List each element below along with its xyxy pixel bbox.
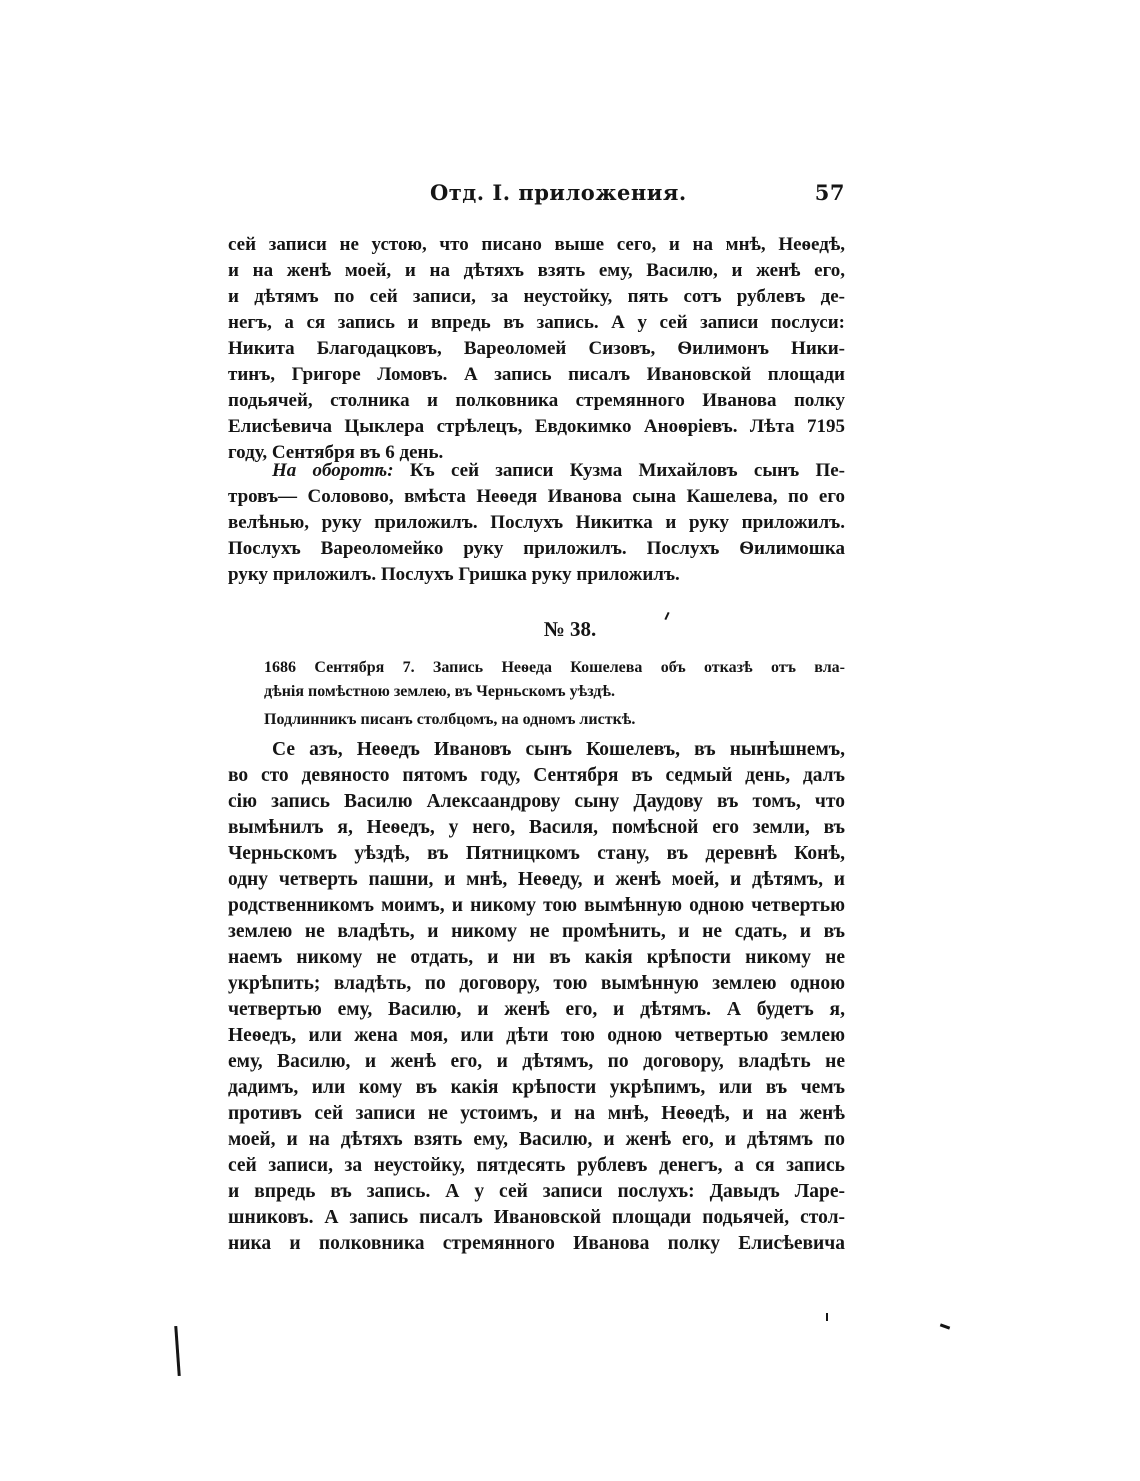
text-line: ника и полковника стремянного Иванова полку Елисѣевича xyxy=(228,1233,845,1254)
scan-artifact-mark xyxy=(826,1313,828,1321)
document-number: № 38. xyxy=(543,617,597,641)
text-line: вымѣнилъ я, Неѳедъ, у него, Василя, помѣсной его земли, въ xyxy=(228,817,845,838)
document-body xyxy=(228,737,845,1257)
text-line: моей, и на дѣтяхъ взять ему, Василю, и женѣ его, и дѣтямъ по xyxy=(228,1129,845,1150)
text-line: Никита Благодацковъ, Вареоломей Сизовъ, Ѳилимонъ Ники- xyxy=(228,338,845,359)
text-line: Неѳедъ, или жена моя, или дѣти тою одною четвертью землею xyxy=(228,1025,845,1046)
text-line: во сто девяносто пятомъ году, Сентября въ седмый день, далъ xyxy=(228,765,845,786)
endorsement-first-line: Къ сей записи Кузма Михайловъ сынъ Пе- xyxy=(409,460,845,481)
text-line: укрѣпить; владѣть, по договору, тою вымѣнную землею одною xyxy=(228,973,845,994)
text-line: дадимъ, или кому въ какія крѣпости укрѣпимъ, или въ чемъ xyxy=(228,1077,845,1098)
text-line: шниковъ. А запись писалъ Ивановской площади подьячей, стол- xyxy=(228,1207,845,1228)
source-note-text: Подлинникъ писанъ столбцомъ, на одномъ листкѣ. xyxy=(264,711,636,728)
text-line: негъ, а ся запись и впредь въ запись. А у сей записи послуси: xyxy=(228,312,845,333)
text-line: тровъ— Соловово, вмѣста Неѳедя Иванова сына Кашелева, по его xyxy=(228,486,845,507)
text-line: сей записи, за неустойку, пятдесять рублевъ денегъ, а ся запись xyxy=(228,1155,845,1176)
text-line: ему, Василю, и женѣ его, и дѣтямъ, по договору, владѣть не xyxy=(228,1051,845,1072)
text-line: четвертью ему, Василю, и женѣ его, и дѣтямъ. А будетъ я, xyxy=(228,999,845,1020)
text-line: одну четверть пашни, и мнѣ, Неѳеду, и женѣ моей, и дѣтямъ, и xyxy=(228,869,845,890)
section-title: Отд. I. приложения. xyxy=(430,180,687,205)
text-line: Черньскомъ уѣздѣ, въ Пятницкомъ стану, въ деревнѣ Конѣ, xyxy=(228,843,845,864)
text-line: подьячей, столника и полковника стремянного Иванова полку xyxy=(228,390,845,411)
summary-line: 1686 Сентября 7. Запись Неѳеда Кошелева объ отказѣ отъ вла- xyxy=(264,659,845,676)
summary-line: дѣнія помѣстною землею, въ Черньскомъ уѣздѣ. xyxy=(264,683,616,700)
source-note xyxy=(264,708,845,732)
endorsement-label: На оборотѣ: xyxy=(272,460,394,481)
text-line: и впредь въ запись. А у сей записи послухъ: Давыдъ Ларе- xyxy=(228,1181,845,1202)
continuation-text xyxy=(228,232,845,466)
running-header xyxy=(430,180,845,205)
text-line: Се азъ, Неѳедъ Ивановъ сынъ Кошелевъ, въ нынѣшнемъ, xyxy=(272,739,845,760)
text-line: Послухъ Вареоломейко руку приложилъ. Послухъ Ѳилимошка xyxy=(228,538,845,559)
text-line xyxy=(228,458,845,484)
endorsement-text xyxy=(228,458,845,588)
text-line: сію запись Василю Алексаандрову сыну Даудову въ томъ, что xyxy=(228,791,845,812)
text-line: наемъ никому не отдать, и ни въ какія крѣпости никому не xyxy=(228,947,845,968)
text-line: Елисѣевича Цыклера стрѣлецъ, Евдокимко Аноѳріевъ. Лѣта 7195 xyxy=(228,416,845,437)
page-number: 57 xyxy=(814,180,845,205)
text-line: руку приложилъ. Послухъ Гришка руку приложилъ. xyxy=(228,564,680,585)
text-line: землею не владѣть, и никому не промѣнить, и не сдать, и въ xyxy=(228,921,845,942)
scan-artifact-mark xyxy=(940,1323,950,1329)
text-line: велѣнью, руку приложилъ. Послухъ Никитка и руку приложилъ. xyxy=(228,512,845,533)
text-line: сей записи не устою, что писано выше сего, и на мнѣ, Неѳедѣ, xyxy=(228,234,845,255)
text-line: противъ сей записи не устоимъ, и на мнѣ, Неѳедѣ, и на женѣ xyxy=(228,1103,845,1124)
text-line: родственникомъ моимъ, и никому тою вымѣнную одною четвертью xyxy=(228,895,845,916)
scan-artifact-mark xyxy=(174,1326,180,1376)
text-line: тинъ, Григоре Ломовъ. А запись писалъ Ивановской площади xyxy=(228,364,845,385)
text-line: и дѣтямъ по сей записи, за неустойку, пять сотъ рублевъ де- xyxy=(228,286,845,307)
document-summary xyxy=(264,656,845,704)
text-line: году, Сентября въ 6 день. xyxy=(228,442,444,463)
text-line: и на женѣ моей, и на дѣтяхъ взять ему, Василю, и женѣ его, xyxy=(228,260,845,281)
